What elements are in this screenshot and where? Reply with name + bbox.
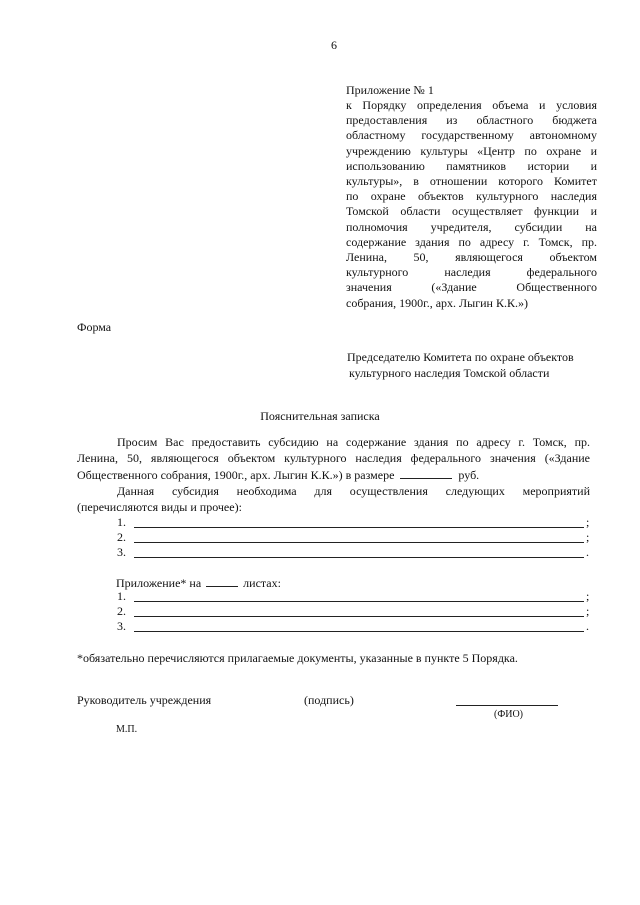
list-end-punct: ;: [586, 530, 590, 544]
list-blank-line[interactable]: [134, 616, 584, 617]
document-title: Пояснительная записка: [260, 409, 380, 423]
signature-label: (подпись): [304, 693, 354, 707]
name-label: (ФИО): [494, 709, 524, 720]
appendix-title: Приложение № 1: [346, 83, 434, 97]
head-label: Руководитель учреждения: [77, 693, 212, 707]
attachment-count-line: [116, 575, 281, 591]
appendix-line: по охране объектов культурного наследия: [346, 189, 597, 204]
footnote: *обязательно перечисляются прилагаемые документы, указанные в пункте 5 Порядка.: [77, 651, 518, 665]
amount-blank[interactable]: [400, 467, 452, 479]
appendix-line: учреждению культуры «Центр по охране и: [346, 143, 597, 158]
sheets-count-blank[interactable]: [206, 575, 238, 587]
list-end-punct: ;: [586, 604, 590, 618]
appendix-line: культурного наследия федерального: [346, 265, 597, 280]
para1-line-3-text: Общественного собрания, 1900г., арх. Лыгин К.К.») в размере: [77, 468, 395, 482]
appendix-line: содержание здания по адресу г. Томск, пр.: [346, 234, 597, 249]
list-blank-line[interactable]: [134, 557, 584, 558]
list-end-punct: ;: [586, 589, 590, 603]
appendix-line: культуры», в отношении которого Комитет: [346, 174, 597, 188]
appendix-line: к Порядку определения объема и условия: [346, 98, 597, 112]
page-number: 6: [331, 38, 337, 52]
list-end-punct: ;: [586, 515, 590, 529]
list-number: 1.: [117, 589, 126, 603]
appendix-line: значения («Здание Общественного: [346, 280, 597, 295]
list-number: 3.: [117, 619, 126, 633]
list-blank-line[interactable]: [134, 527, 584, 528]
addressee-line-2: культурного наследия Томской области: [349, 366, 550, 380]
appendix-line: Ленина, 50, являющегося объектом: [346, 250, 597, 264]
appendix-line: полномочия учредителя, субсидии на: [346, 219, 597, 234]
name-blank[interactable]: [456, 705, 558, 706]
appendix-line: областному государственному автономному: [346, 128, 597, 143]
list-blank-line[interactable]: [134, 542, 584, 543]
list-number: 2.: [117, 604, 126, 618]
form-label: Форма: [77, 320, 112, 334]
list-number: 3.: [117, 545, 126, 559]
list-end-punct: .: [586, 619, 589, 633]
para1-line-1: Просим Вас предоставить субсидию на содержание здания по адресу г. Томск, пр.: [117, 435, 590, 449]
stamp-label: М.П.: [116, 724, 138, 735]
currency-label: руб.: [458, 468, 480, 482]
list-number: 2.: [117, 530, 126, 544]
list-blank-line[interactable]: [134, 601, 584, 602]
attachment-suffix: листах:: [243, 576, 281, 590]
para1-line-2: Ленина, 50, являющегося объектом культурного наследия федерального значения («Здание: [77, 451, 590, 465]
appendix-line: Томской области осуществляет функции и: [346, 204, 597, 219]
appendix-line: использованию памятников истории и: [346, 158, 597, 173]
list-end-punct: .: [586, 545, 589, 559]
attachment-prefix: Приложение* на: [116, 576, 202, 590]
addressee-line-1: Председателю Комитета по охране объектов: [347, 350, 574, 364]
para2-line-2: (перечисляются виды и прочее):: [77, 500, 242, 514]
para1-line-3: [77, 467, 479, 483]
appendix-line: собрания, 1900г., арх. Лыгин К.К.»): [346, 295, 528, 310]
para2-line-1: Данная субсидия необходима для осуществления следующих мероприятий: [117, 484, 590, 498]
list-number: 1.: [117, 515, 126, 529]
list-blank-line[interactable]: [134, 631, 584, 632]
appendix-line: предоставления из областного бюджета: [346, 113, 597, 128]
